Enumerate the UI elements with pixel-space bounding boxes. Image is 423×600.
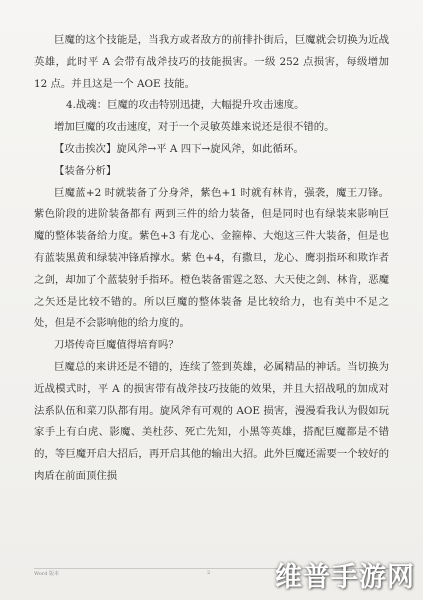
paragraph-equipment-heading: 【装备分析】: [54, 164, 117, 177]
paragraph-skill-description: 巨魔的这个技能是，当我方或者敌方的前排扑街后，巨魔就会切换为近战英雄，此时平 A 会带有战斧技巧的技能损害。一级 252 点损害，每级增加 12 点。并且这是一个 AOE 技能。: [34, 34, 389, 90]
paragraph-attack-speed: 增加巨魔的攻击速度，对于一个灵敏英雄来说还是很不错的。: [54, 121, 335, 134]
paragraph-war-soul: 4.战魂：巨魔的攻击特别迅捷，大幅提升攻击速度。: [66, 99, 305, 112]
paragraph-attack-order: 【攻击挨次】旋风斧→平 A 四下→旋风斧，如此循环。: [54, 142, 304, 155]
document-body: [34, 30, 389, 488]
paragraph-equipment-analysis: 巨魔蓝+2 时就装备了分身斧，紫色+1 时就有林肯，强袭，魔王刀锋。紫色阶段的进阶装备都有 两到三件的给力装备，但是同时也有绿装来影响巨魔的整体装备给力度。紫色+3 有龙心、金箍棒、大炮这三件大装备，但是也有蓝装黑黄和绿装冲锋盾撑水。紫 色+4，有撒旦，龙心、鹰羽指环和欺诈者之剑，却加了个蓝装射手指环。橙色装备雷霆之怒、大天使之剑、林肯，恶魔之矢还是比较不错的。所以巨魔的整体装备 是比较给力，也有美中不足之处，但是不会影响他的给力度的。: [34, 186, 389, 330]
site-watermark: 维普手游网: [275, 562, 415, 593]
footer-version: Word 版本: [34, 571, 59, 577]
page-number: 2: [207, 570, 211, 576]
paragraph-summary: 巨魔总的来讲还是不错的，连续了签到英雄，必属精品的神话。当切换为近战模式时，平 A 的损害带有战斧技巧技能的效果，并且大招战吼的加成对法系队伍和菜刀队都有用。旋风斧有可观的 AOE 损害，漫漫看我认为假如玩家手上有白虎、影魔、美杜莎、死亡先知，小黑等英雄，搭配巨魔都是不错的，等巨魔开启大招后，再开启其他的输出大招。此外巨魔还需要一个较好的肉盾在前面顶住损: [34, 360, 389, 482]
paragraph-question: 刀塔传奇巨魔值得培育吗？: [54, 339, 179, 352]
